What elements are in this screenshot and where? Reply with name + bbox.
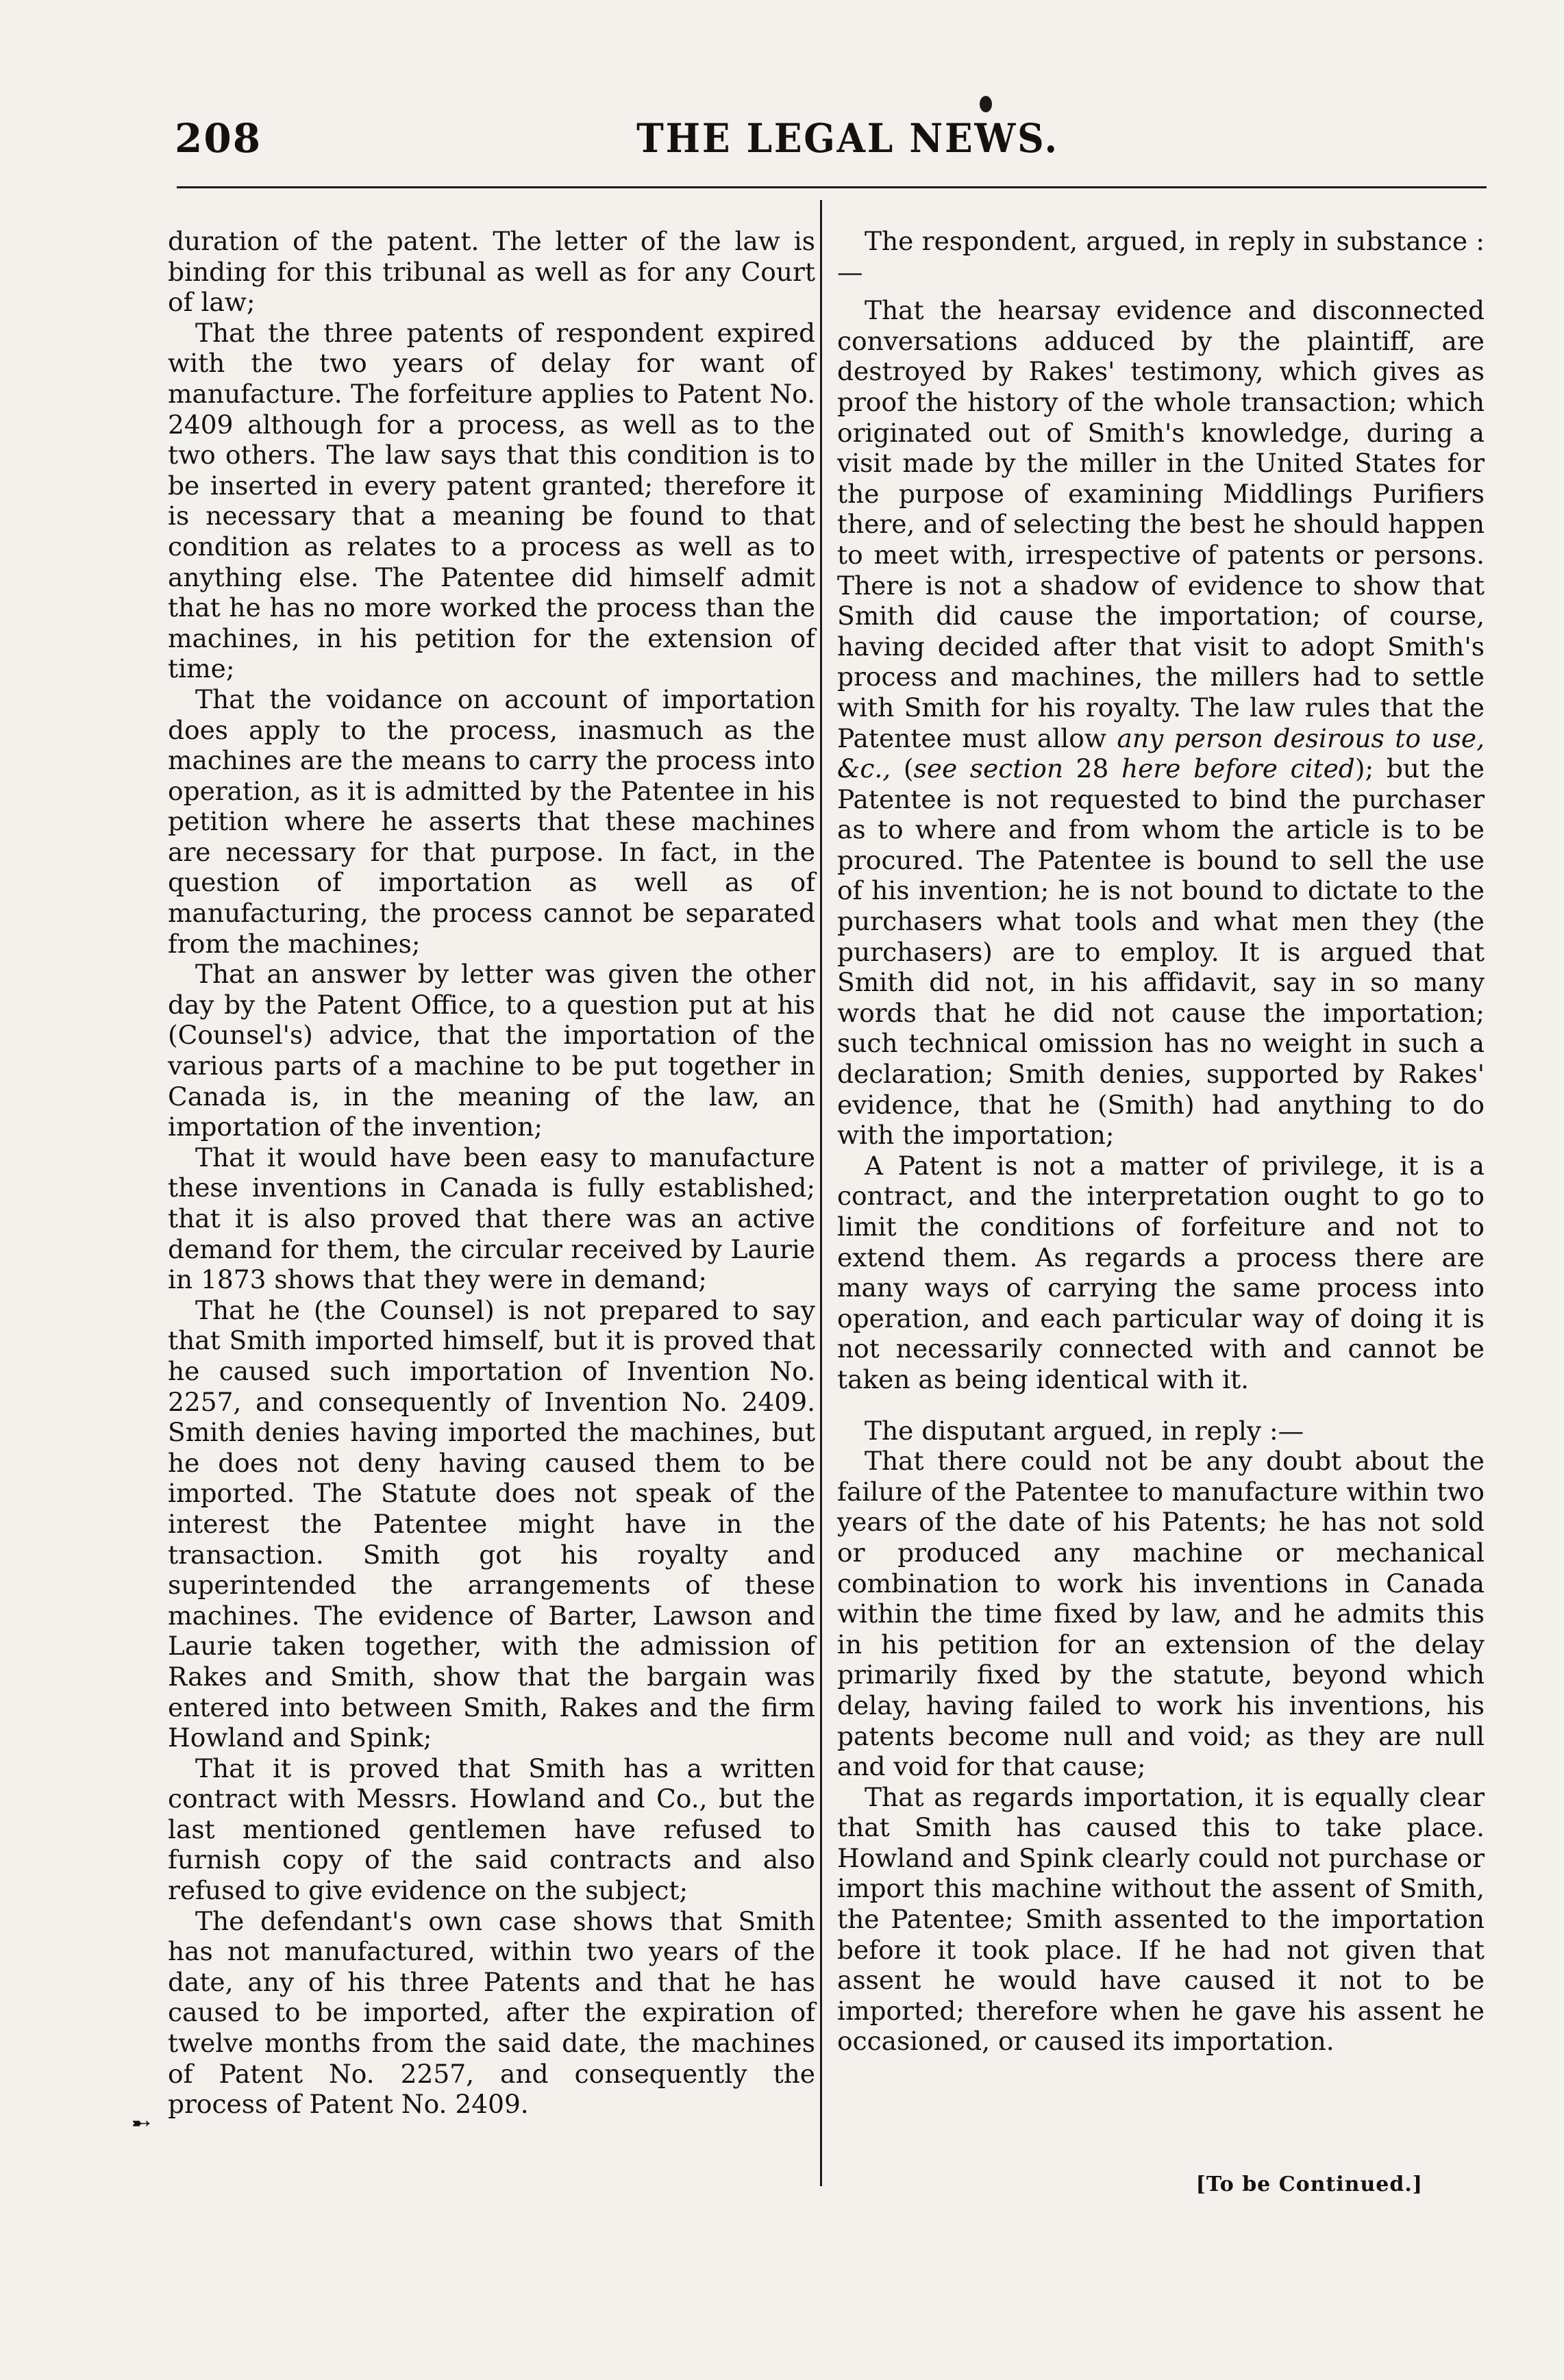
right-column xyxy=(837,226,1485,2057)
right-paragraph-3: A Patent is not a matter of privilege, it is a contract, and the interpretation ought to go to limit the conditions of forfeiture and not to extend them. As regards a process there are many ways of carrying the same process into operation, and each particular way of doing it is not necessarily connected with and cannot be taken as being identical with it. xyxy=(837,1150,1485,1394)
left-paragraph-1: duration of the patent. The letter of the law is binding for this tribunal as well as for any Court of law; xyxy=(168,226,815,318)
margin-pointer-icon: ➸ xyxy=(132,2109,151,2137)
section-number: 28 xyxy=(1063,753,1122,784)
header-rule xyxy=(177,186,1487,188)
italic-phrase-1: any person desirous to use, &c., xyxy=(837,723,1485,784)
left-paragraph-6: That he (the Counsel) is not prepared to say that Smith imported himself, but it is proved that he caused such importation of Invention No. 2257, and consequently of Invention No. 2409. Smith denies having imported the machines, but he does not deny having caused them to be imported. The Statute does not speak of the interest the Patentee might have in the transaction. Smith got his royalty and superintended the arrangements of these machines. The evidence of Barter, Lawson and Laurie taken together, with the admission of Rakes and Smith, show that the bargain was entered into between Smith, Rakes and the firm Howland and Spink; xyxy=(168,1294,815,1753)
right-paragraph-1: The respondent, argued, in reply in substance :— xyxy=(837,226,1485,287)
paren-open: ( xyxy=(891,753,914,784)
right-paragraph-2 xyxy=(837,295,1485,1151)
running-title: THE LEGAL NEWS. xyxy=(636,115,1059,162)
to-be-continued-note: [To be Continued.] xyxy=(1195,2172,1423,2196)
right-paragraph-6: That as regards importation, it is equally clear that Smith has caused this to take place. Howland and Spink clearly could not purchase or import this machine without the assent of Smith, the Patentee; Smith assented to the importation before it took place. If he had not given that assent he would have caused it not to be imported; therefore when he gave his assent he occasioned, or caused its importation. xyxy=(837,1781,1485,2057)
left-paragraph-2: That the three patents of respondent expired with the two years of delay for want of manufacture. The forfeiture applies to Patent No. 2409 although for a process, as well as to the two others. The law says that this condition is to be inserted in every patent granted; therefore it is necessary that a meaning be found to that condition as relates to a process as well as to anything else. The Patentee did himself admit that he has no more worked the process than the machines, in his petition for the extension of time; xyxy=(168,317,815,684)
italic-phrase-3: here before cited xyxy=(1121,753,1355,784)
left-paragraph-7: That it is proved that Smith has a written contract with Messrs. Howland and Co., but the last mentioned gentlemen have refused to furnish copy of the said contracts and also refused to give evidence on the subject; xyxy=(168,1753,815,1906)
right-paragraph-2-rest: ); but the Patentee is not requested to bind the purchaser as to where and from whom the article is to be procured. The Patentee is bound to sell the use of his invention; he is not bound to dictate to the purchasers what tools and what men they (the purchasers) are to employ. It is argued that Smith did not, in his affidavit, say in so many words that he did not cause the importation; such technical omission has no weight in such a declaration; Smith denies, supported by Rakes' evidence, that he (Smith) had anything to do with the importation; xyxy=(837,753,1485,1151)
ink-blot-mark xyxy=(980,96,992,112)
left-paragraph-5: That it would have been easy to manufacture these inventions in Canada is fully established; that it is also proved that there was an active demand for them, the circular received by Laurie in 1873 shows that they were in demand; xyxy=(168,1142,815,1295)
right-paragraph-5: That there could not be any doubt about the failure of the Patentee to manufacture within two years of the date of his Patents; he has not sold or produced any machine or mechanical combination to work his inventions in Canada within the time fixed by law, and he admits this in his petition for an extension of the delay primarily fixed by the statute, beyond which delay, having failed to work his inventions, his patents become null and void; as they are null and void for that cause; xyxy=(837,1446,1485,1782)
left-paragraph-4: That an answer by letter was given the other day by the Patent Office, to a question put at his (Counsel's) advice, that the importation of the various parts of a machine to be put together in Canada is, in the meaning of the law, an importation of the invention; xyxy=(168,959,815,1142)
left-paragraph-8: The defendant's own case shows that Smith has not manufactured, within two years of the date, any of his three Patents and that he has caused to be imported, after the expiration of twelve months from the said date, the machines of Patent No. 2257, and consequently the process of Patent No. 2409. xyxy=(168,1905,815,2120)
page-number: 208 xyxy=(175,115,262,162)
column-divider xyxy=(820,200,822,2186)
right-paragraph-2-text: That the hearsay evidence and disconnected conversations adduced by the plaintiff, are destroyed by Rakes' testimony, which gives as proof the history of the whole transaction; which originated out of Smith's knowledge, during a visit made by the miller in the United States for the purpose of examining Middlings Purifiers there, and of selecting the best he should happen to meet with, irrespective of patents or persons. There is not a shadow of evidence to show that Smith did cause the importation; of course, having decided after that visit to adopt Smith's process and machines, the millers had to settle with Smith for his royalty. The law rules that the Patentee must allow xyxy=(837,295,1485,753)
italic-phrase-2: see section xyxy=(913,753,1064,784)
left-paragraph-3: That the voidance on account of importation does apply to the process, inasmuch as the machines are the means to carry the process into operation, as it is admitted by the Patentee in his petition where he asserts that these machines are necessary for that purpose. In fact, in the question of importation as well as of manufacturing, the process cannot be separated from the machines; xyxy=(168,684,815,959)
right-paragraph-4: The disputant argued, in reply :— xyxy=(865,1415,1304,1446)
left-column xyxy=(168,226,815,2120)
page-header xyxy=(175,115,1521,170)
